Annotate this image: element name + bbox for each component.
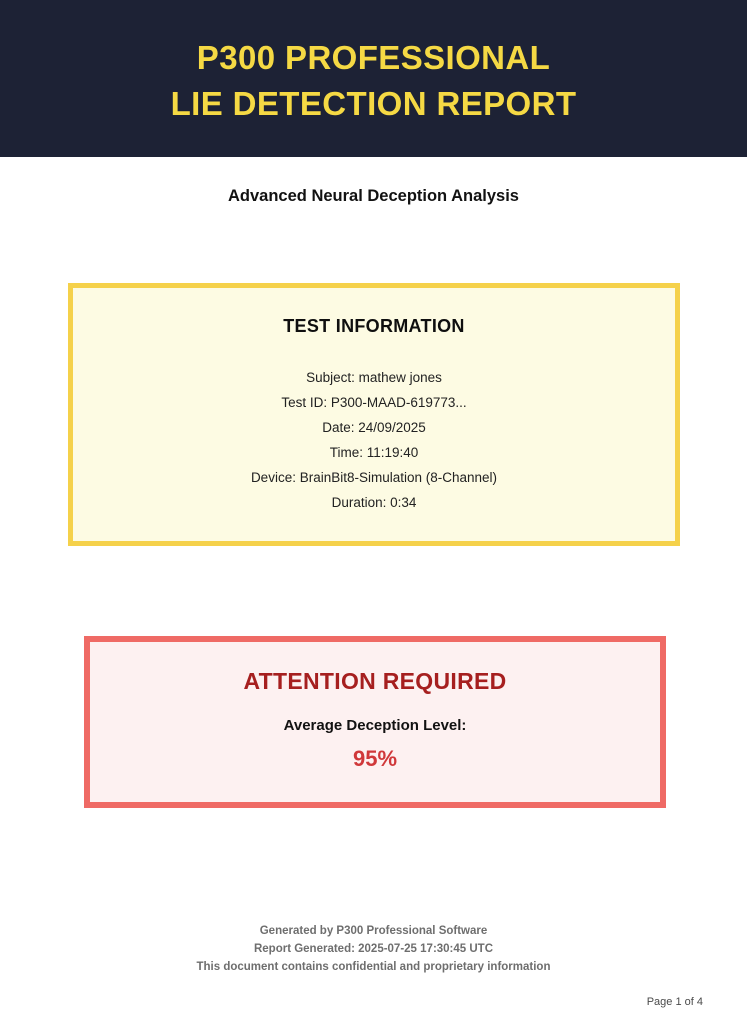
footer-generated-by: Generated by P300 Professional Software <box>259 925 488 937</box>
report-subtitle: Advanced Neural Deception Analysis <box>228 187 519 205</box>
average-deception-level-label: Average Deception Level: <box>283 717 467 734</box>
report-title-line-2: LIE DETECTION REPORT <box>170 84 577 122</box>
test-information-box <box>68 283 680 546</box>
report-footer <box>0 922 747 976</box>
attention-required-title: ATTENTION REQUIRED <box>243 668 507 694</box>
test-information-subject: Subject: mathew jones <box>306 370 442 385</box>
test-information-title: TEST INFORMATION <box>283 316 465 336</box>
test-information-time: Time: 11:19:40 <box>329 445 419 460</box>
test-information-device: Device: BrainBit8-Simulation (8-Channel) <box>250 470 498 485</box>
average-deception-level-value: 95% <box>352 746 398 771</box>
footer-generated-timestamp: Report Generated: 2025-07-25 17:30:45 UTC <box>253 943 494 955</box>
attention-required-box <box>84 636 666 808</box>
test-information-duration: Duration: 0:34 <box>331 495 417 510</box>
report-title-line-1: P300 PROFESSIONAL <box>196 38 551 76</box>
test-information-date: Date: 24/09/2025 <box>322 420 426 435</box>
report-header <box>0 0 747 157</box>
footer-confidentiality-notice: This document contains confidential and proprietary information <box>196 961 551 973</box>
test-information-test-id: Test ID: P300-MAAD-619773... <box>281 395 467 410</box>
page-number: Page 1 of 4 <box>646 996 703 1008</box>
